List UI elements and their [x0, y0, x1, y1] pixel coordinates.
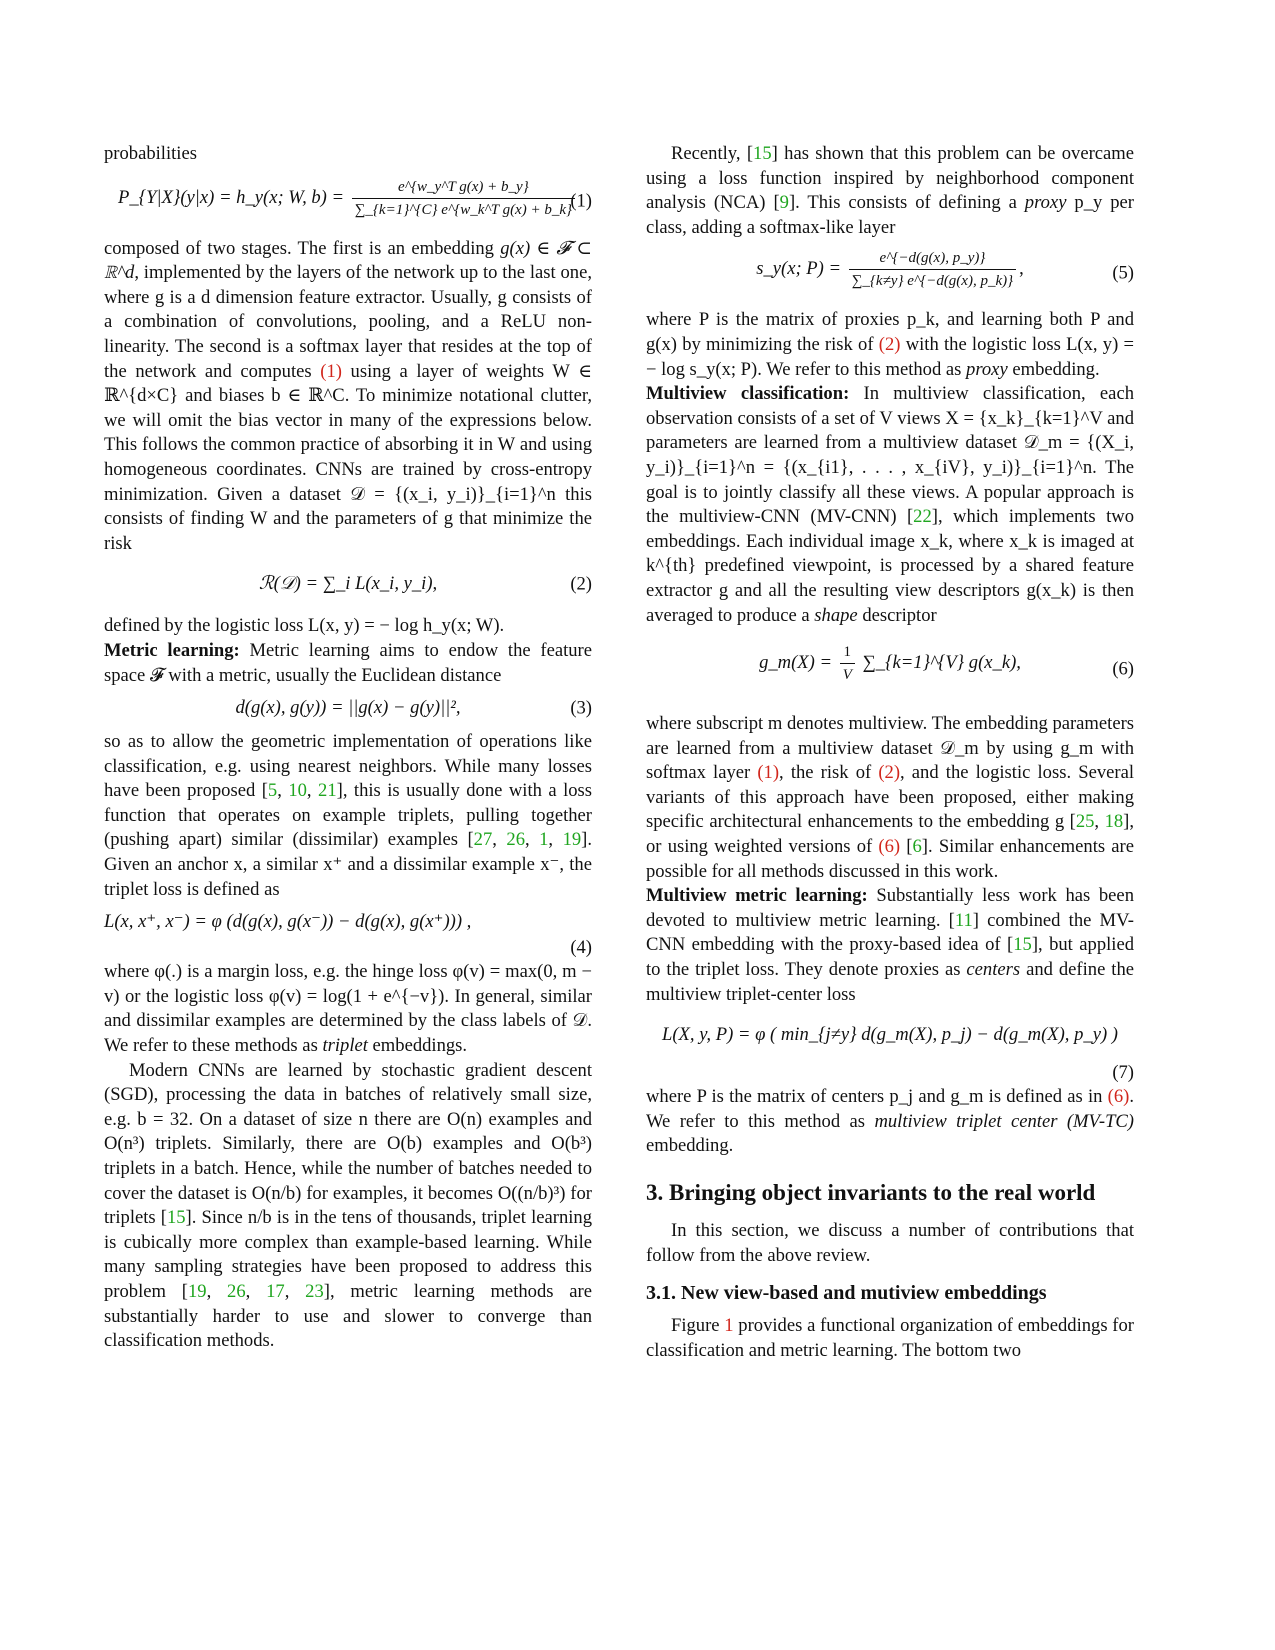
eq6-sum: ∑_{k=1}^{V}	[862, 651, 965, 673]
eq4-body: L(x, x⁺, x⁻) = φ (d(g(x), g(x⁻)) − d(g(x), g(x⁺))) ,	[104, 911, 472, 933]
citation[interactable]: 9	[779, 192, 789, 214]
run-in-heading: Multiview classification:	[646, 383, 850, 405]
citation[interactable]: 18	[1104, 811, 1124, 833]
citation[interactable]: 19	[187, 1280, 207, 1302]
paragraph: so as to allow the geometric implementation of operations like classification, e.g. using nearest neighbors. While many losses have been proposed [5, 10, 21], this is usually done with a loss function that operates on example triplets, pulling together (pushing apart) similar (dissimilar) examples [27, 26, 1, 19]. Given an anchor x, a similar x⁺ and a dissimilar example x⁻, the triplet loss is defined as	[104, 731, 593, 900]
citation[interactable]: 11	[954, 909, 973, 931]
eq6-rhs: g(x_k),	[968, 651, 1021, 673]
paragraph: Multiview metric learning: Substantially less work has been devoted to multiview metric learning. [11] combined the MV-CNN embedding with the proxy-based idea of [15], but applied to the triplet loss. They denote proxies as centers and define the multiview triplet-center loss	[646, 885, 1134, 1005]
equation-2	[104, 560, 592, 610]
paragraph: Figure 1 provides a functional organization of embeddings for classification and metric learning. The bottom two	[646, 1315, 1134, 1361]
equation-ref[interactable]: (6)	[878, 836, 901, 858]
eq7-body: L(X, y, P) = φ ( min_{j≠y} d(g_m(X), p_j) − d(g_m(X), p_y) )	[662, 1024, 1118, 1046]
equation-3	[104, 692, 592, 726]
paragraph: Modern CNNs are learned by stochastic gradient descent (SGD), processing the data in batches of relatively small size, e.g. b = 32. On a dataset of size n there are O(n) examples and O(n³) triplets. Similarly, there are O(b) examples and O(b³) triplets in a batch. Hence, while the number of batches needed to cover the dataset is O(n/b) for examples, it becomes O((n/b)³) for triplets [15]. Since n/b is in the tens of thousands, triplet learning is cubically more complex than example-based learning. While many sampling strategies have been proposed to address this problem [19, 26, 17, 23], metric learning methods are substantially harder to use and slower to converge than classification methods.	[104, 1059, 592, 1352]
eq3-body: d(g(x), g(y)) = ||g(x) − g(y)||²,	[235, 697, 461, 719]
citation[interactable]: 19	[562, 829, 582, 851]
citation[interactable]: 26	[506, 829, 525, 851]
equation-5: s_y(x; P) = $\frac{e\^{}\{-d(g(x), p\_y)\}}{\sum\_\{k\ne y\} e\^{}\{-d(g(x), p\_k)\}}$ , (5)	[756, 250, 1134, 290]
equation-ref[interactable]: (2)	[878, 762, 901, 784]
equation-ref[interactable]: (2)	[878, 333, 901, 355]
equation-number: (4)	[570, 936, 592, 958]
paragraph: where P is the matrix of centers p_j and g_m is defined as in (6). We refer to this method as multiview triplet center (MV-TC) embedding.	[646, 1086, 1135, 1157]
paragraph: In this section, we discuss a number of contributions that follow from the above review.	[646, 1220, 1134, 1266]
eq1-fraction	[352, 177, 575, 220]
citation[interactable]: 27	[473, 829, 493, 851]
citation[interactable]: 25	[1075, 811, 1095, 833]
eq5-fraction	[849, 248, 1016, 291]
equation-number: (1)	[570, 190, 592, 212]
citation[interactable]: 15	[753, 143, 772, 164]
equation-ref[interactable]: (6)	[1107, 1086, 1130, 1108]
equation-ref[interactable]: (1)	[320, 360, 342, 382]
run-in-heading: Multiview metric learning:	[646, 885, 868, 907]
eq2-body: ℛ(𝒟) = ∑_i L(x_i, y_i),	[258, 573, 438, 595]
citation[interactable]: 17	[266, 1280, 285, 1302]
citation[interactable]: 10	[288, 780, 307, 802]
citation[interactable]: 15	[166, 1207, 186, 1229]
citation[interactable]: 6	[912, 836, 922, 858]
citation[interactable]: 5	[267, 780, 278, 802]
right-column	[646, 142, 1134, 1363]
equation-ref[interactable]: (1)	[757, 762, 780, 784]
paragraph: composed of two stages. The first is an embedding g(x) ∈ 𝓕 ⊂ ℝ^d, implemented by the layers of the network up to the last one, where g is a d dimension feature extractor. Usually, g consists of a combination of convolutions, pooling, and a ReLU non-linearity. The second is a softmax layer that resides at the top of the network and computes (1) using a layer of weights W ∈ ℝ^{d×C} and biases b ∈ ℝ^C. To minimize notational clutter, we will omit the bias vector in many of the expressions below. This follows the common practice of absorbing it in W and using homogeneous coordinates. CNNs are trained by cross-entropy minimization. Given a dataset 𝒟 = {(x_i, y_i)}_{i=1}^n this consists of finding W and the parameters of g that minimize the risk	[104, 237, 592, 554]
paragraph: defined by the logistic loss L(x, y) = − log h_y(x; W).	[104, 615, 505, 637]
run-in-heading: Metric learning:	[104, 639, 240, 661]
subsection-heading: 3.1. New view-based and mutiview embeddings	[646, 1282, 1047, 1305]
eq6-fraction	[840, 642, 855, 685]
equation-6	[646, 632, 1134, 708]
eq5-denominator: ∑_{k≠y} e^{−d(g(x), p_k)}	[851, 273, 1014, 290]
eq6-numerator: 1	[840, 642, 855, 664]
citation[interactable]: 22	[913, 506, 932, 528]
equation-1	[104, 171, 592, 233]
section-heading: 3. Bringing object invariants to the real world	[646, 1180, 1096, 1205]
paragraph: where subscript m denotes multiview. The embedding parameters are learned from a multiview dataset 𝒟_m by using g_m with softmax layer (1), the risk of (2), and the logistic loss. Several variants of this approach have been proposed, either making specific architectural enhancements to the embedding g [25, 18], or using weighted versions of (6) [6]. Similar enhancements are possible for all methods discussed in this work.	[646, 713, 1134, 882]
citation[interactable]: 1	[539, 829, 549, 851]
equation-number: (5)	[1112, 263, 1134, 285]
equation-4	[104, 906, 592, 956]
citation[interactable]: 15	[1013, 934, 1032, 956]
equation-number: (3)	[570, 697, 592, 719]
paragraph: probabilities	[104, 143, 197, 164]
eq1-numerator: e^{w_y^T g(x) + b_y}	[352, 177, 575, 199]
citation[interactable]: 23	[305, 1280, 324, 1302]
paragraph: Metric learning: Metric learning aims to endow the feature space 𝓕 with a metric, usually the Euclidean distance	[104, 639, 592, 686]
equation-7	[646, 1011, 1134, 1081]
eq5-numerator: e^{−d(g(x), p_y)}	[849, 248, 1016, 270]
citation[interactable]: 26	[227, 1280, 246, 1302]
citation[interactable]: 21	[318, 780, 337, 802]
eq1-denominator: ∑_{k=1}^{C} e^{w_k^T g(x) + b_k}	[354, 201, 572, 218]
equation-number: (2)	[570, 574, 592, 596]
figure-ref[interactable]: 1	[724, 1315, 734, 1337]
paragraph: Multiview classification: In multiview classification, each observation consists of a set of V views X = {x_k}_{k=1}^V and parameters are learned from a multiview dataset 𝒟_m = {(X_i, y_i)}_{i=1}^n = {(x_{i1}, . . . , x_{iV}, y_i)}_{i=1}^n. The goal is to jointly classify all these views. A popular approach is the multiview-CNN (MV-CNN) [22], which implements two embeddings. Each individual image x_k, where x_k is imaged at k^{th} predefined viewpoint, is processed by a shared feature extractor g and all the resulting view descriptors g(x_k) is then averaged to produce a shape descriptor	[646, 383, 1134, 626]
paragraph: Recently, [15] has shown that this problem can be overcame using a loss function inspired by neighborhood component analysis (NCA) [9]. This consists of defining a proxy p_y per class, adding a softmax-like layer	[646, 143, 1135, 238]
eq5-lhs: s_y(x; P) =	[756, 258, 842, 280]
left-column	[104, 142, 592, 1354]
paragraph: where P is the matrix of proxies p_k, and learning both P and g(x) by minimizing the risk of (2) with the logistic loss L(x, y) = − log s_y(x; P). We refer to this method as proxy embedding.	[646, 309, 1134, 380]
equation-number: (7)	[1112, 1061, 1134, 1083]
equation-number: (6)	[1112, 658, 1134, 680]
eq1-lhs: P_{Y|X}(y|x) = h_y(x; W, b) =	[117, 186, 345, 208]
eq6-lhs: g_m(X) =	[759, 651, 833, 673]
paragraph: where φ(.) is a margin loss, e.g. the hinge loss φ(v) = max(0, m − v) or the logistic loss φ(v) = log(1 + e^{−v}). In general, similar and dissimilar examples are determined by the class labels of 𝒟. We refer to these methods as triplet embeddings.	[104, 961, 592, 1057]
eq6-denominator: V	[842, 667, 852, 684]
